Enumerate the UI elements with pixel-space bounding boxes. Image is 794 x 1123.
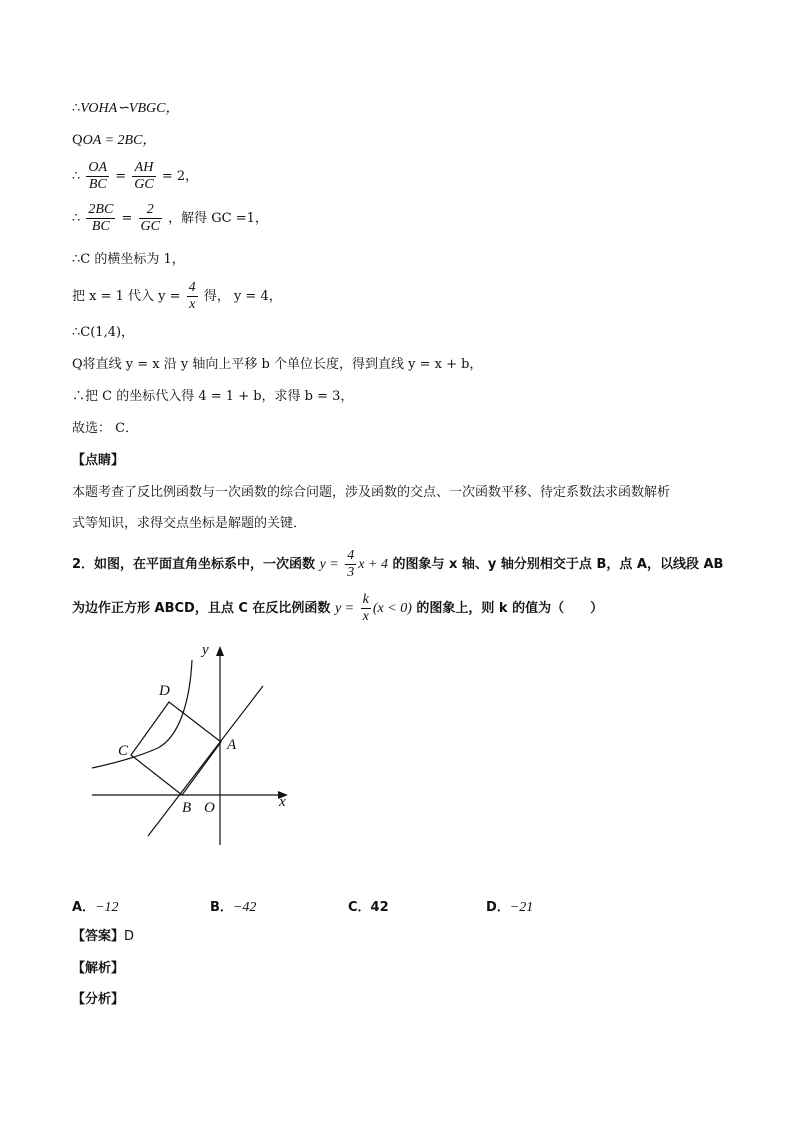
label-c: C bbox=[118, 743, 129, 759]
answer-line: 【答案】D bbox=[72, 929, 135, 944]
label-a: A bbox=[227, 737, 237, 753]
comment-line-2: 式等知识，求得交点坐标是解题的关键． bbox=[72, 516, 307, 531]
question-line-2: 为边作正方形 ABCD，且点 C 在反比例函数 y = $\frac{k}{x}$ (x < 0) 的图象上，则 k 的值为（ ） bbox=[72, 592, 604, 624]
option-a[interactable]: A．−12 bbox=[72, 900, 119, 915]
ratio-solve: ∴ $\frac{2BC}{BC}$ = $\frac{2}{GC}$ ，解得 GC =1， bbox=[72, 202, 268, 234]
square-abcd bbox=[131, 702, 221, 795]
y-axis-arrow bbox=[216, 646, 224, 656]
label-d: D bbox=[159, 683, 170, 699]
label-b: B bbox=[182, 800, 192, 816]
analyze-tag: 【分析】 bbox=[72, 992, 125, 1007]
analysis-tag: 【解析】 bbox=[72, 961, 125, 976]
option-b[interactable]: B．−42 bbox=[210, 900, 257, 915]
solve-b: ∴把 C 的坐标代入得 4 = 1 + b，求得 b = 3， bbox=[72, 389, 354, 404]
similar-statement: ∴VOHA∽VBGC， bbox=[72, 101, 180, 116]
shift-statement: Q将直线 y = x 沿 y 轴向上平移 b 个单位长度，得到直线 y = x + b， bbox=[72, 357, 483, 372]
hyperbola-curve bbox=[92, 660, 192, 768]
c-point: ∴C(1,4)， bbox=[72, 325, 135, 340]
label-o: O bbox=[204, 800, 215, 816]
oa-equation: QOA = 2BC， bbox=[72, 133, 157, 148]
choose-answer: 故选： C． bbox=[72, 421, 139, 436]
geometry-figure bbox=[80, 640, 310, 850]
option-d[interactable]: D．−21 bbox=[486, 900, 534, 915]
comment-tag: 【点睛】 bbox=[72, 453, 125, 468]
label-y: y bbox=[202, 642, 209, 658]
substitution: 把 x = 1 代入 y = $\frac{4}{x}$ 得， y = 4， bbox=[72, 280, 282, 312]
ratio-equation: ∴ $\frac{OA}{BC}$ = $\frac{AH}{GC}$ = 2， bbox=[72, 160, 199, 192]
c-x-coordinate: ∴C 的横坐标为 1， bbox=[72, 252, 185, 267]
option-c[interactable]: C．42 bbox=[348, 900, 389, 915]
comment-line-1: 本题考查了反比例函数与一次函数的综合问题，涉及函数的交点、一次函数平移、待定系数法求函数解析 bbox=[72, 485, 671, 500]
label-x: x bbox=[279, 794, 286, 810]
question-line-1: 2．如图，在平面直角坐标系中，一次函数 y = $\frac{4}{3}$ x + 4 的图象与 x 轴、y 轴分别相交于点 B，点 A，以线段 AB bbox=[72, 548, 724, 580]
